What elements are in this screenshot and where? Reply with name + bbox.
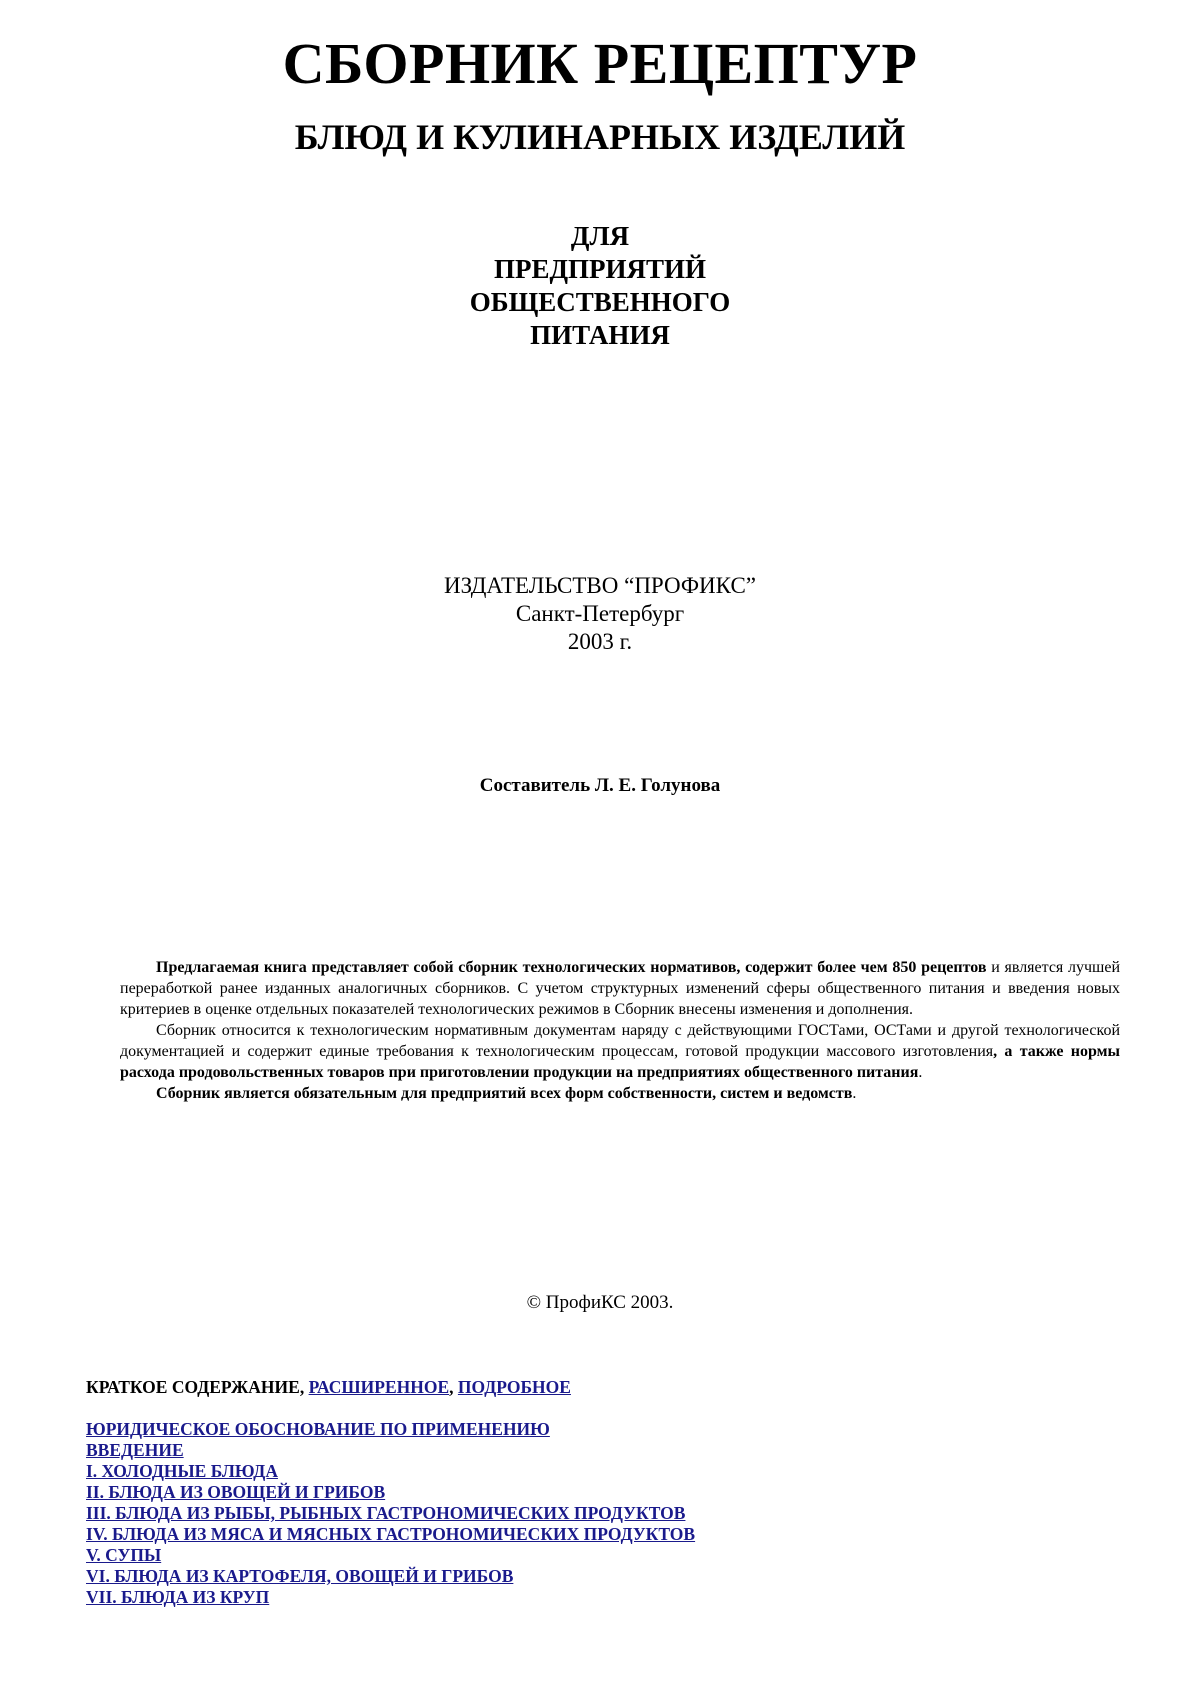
abstract-bold-text: Сборник является обязательным для предприятий всех форм собственности, систем и ведомств [156,1085,853,1102]
toc-link-soups[interactable]: V. СУПЫ [86,1545,162,1565]
toc-link-vegetable-dishes[interactable]: II. БЛЮДА ИЗ ОВОЩЕЙ И ГРИБОВ [86,1482,386,1502]
toc-link-introduction[interactable]: ВВЕДЕНИЕ [86,1440,184,1460]
toc-extended-link[interactable]: РАСШИРЕННОЕ [308,1377,450,1397]
document-subtitle: БЛЮД И КУЛИНАРНЫХ ИЗДЕЛИЙ [294,117,906,157]
abstract-paragraph [120,1020,1120,1083]
publisher-block [0,572,1200,656]
toc-link-meat-dishes[interactable]: IV. БЛЮДА ИЗ МЯСА И МЯСНЫХ ГАСТРОНОМИЧЕСКИХ ПРОДУКТОВ [86,1524,696,1544]
toc-short-label: КРАТКОЕ СОДЕРЖАНИЕ, [86,1377,305,1397]
abstract-text: . [852,1085,857,1102]
toc-separator: , [449,1377,454,1397]
toc-link-grain-dishes[interactable]: VII. БЛЮДА ИЗ КРУП [86,1587,270,1607]
purpose-line: ДЛЯ [570,221,630,251]
toc-link-fish-dishes[interactable]: III. БЛЮДА ИЗ РЫБЫ, РЫБНЫХ ГАСТРОНОМИЧЕСКИХ ПРОДУКТОВ [86,1503,686,1523]
compiler-credit: Составитель Л. Е. Голунова [479,775,721,796]
abstract-text: . [918,1064,923,1081]
purpose-block [0,220,1200,352]
abstract-bold-text: Предлагаемая книга представляет собой сборник технологических нормативов, содержит более чем 850 рецептов [156,959,987,976]
toc-link-potato-dishes[interactable]: VI. БЛЮДА ИЗ КАРТОФЕЛЯ, ОВОЩЕЙ И ГРИБОВ [86,1566,514,1586]
abstract [120,957,1120,1104]
toc-link-legal[interactable]: ЮРИДИЧЕСКОЕ ОБОСНОВАНИЕ ПО ПРИМЕНЕНИЮ [86,1419,550,1439]
abstract-text: и является лучшей переработкой ранее изданных аналогичных сборников. С учетом структурных изменений сферы общественного питания и введения новых критериев в оценке отдельных показателей технологических режимов в Сборник внесены изменения и дополнения. [120,959,1121,1018]
abstract-paragraph [120,957,1120,1020]
purpose-line: ПИТАНИЯ [530,320,670,350]
toc-header [86,1377,695,1398]
purpose-line: ОБЩЕСТВЕННОГО [469,287,731,317]
publisher-year: 2003 г. [567,629,633,654]
abstract-paragraph [120,1083,1120,1104]
publisher-name: ИЗДАТЕЛЬСТВО “ПРОФИКС” [443,573,756,598]
toc-list [86,1419,695,1608]
copyright-notice: © ПрофиКС 2003. [526,1292,674,1313]
purpose-line: ПРЕДПРИЯТИЙ [493,254,707,284]
abstract-text: Сборник относится к технологическим нормативным документам наряду с действующими ГОСТами, ОСТами и другой технологической документацией и содержит единые требования к технологическим процессам, готовой продукции массового изготовления [120,1022,1120,1060]
table-of-contents [86,1377,695,1608]
abstract-bold-text: , а также нормы расхода продовольственных товаров при приготовлении продукции на предприятиях общественного питания [120,1043,1121,1081]
toc-link-cold-dishes[interactable]: I. ХОЛОДНЫЕ БЛЮДА [86,1461,278,1481]
publisher-city: Санкт-Петербург [515,601,685,626]
toc-detailed-link[interactable]: ПОДРОБНОЕ [457,1377,571,1397]
document-title: СБОРНИК РЕЦЕПТУР [282,31,918,96]
